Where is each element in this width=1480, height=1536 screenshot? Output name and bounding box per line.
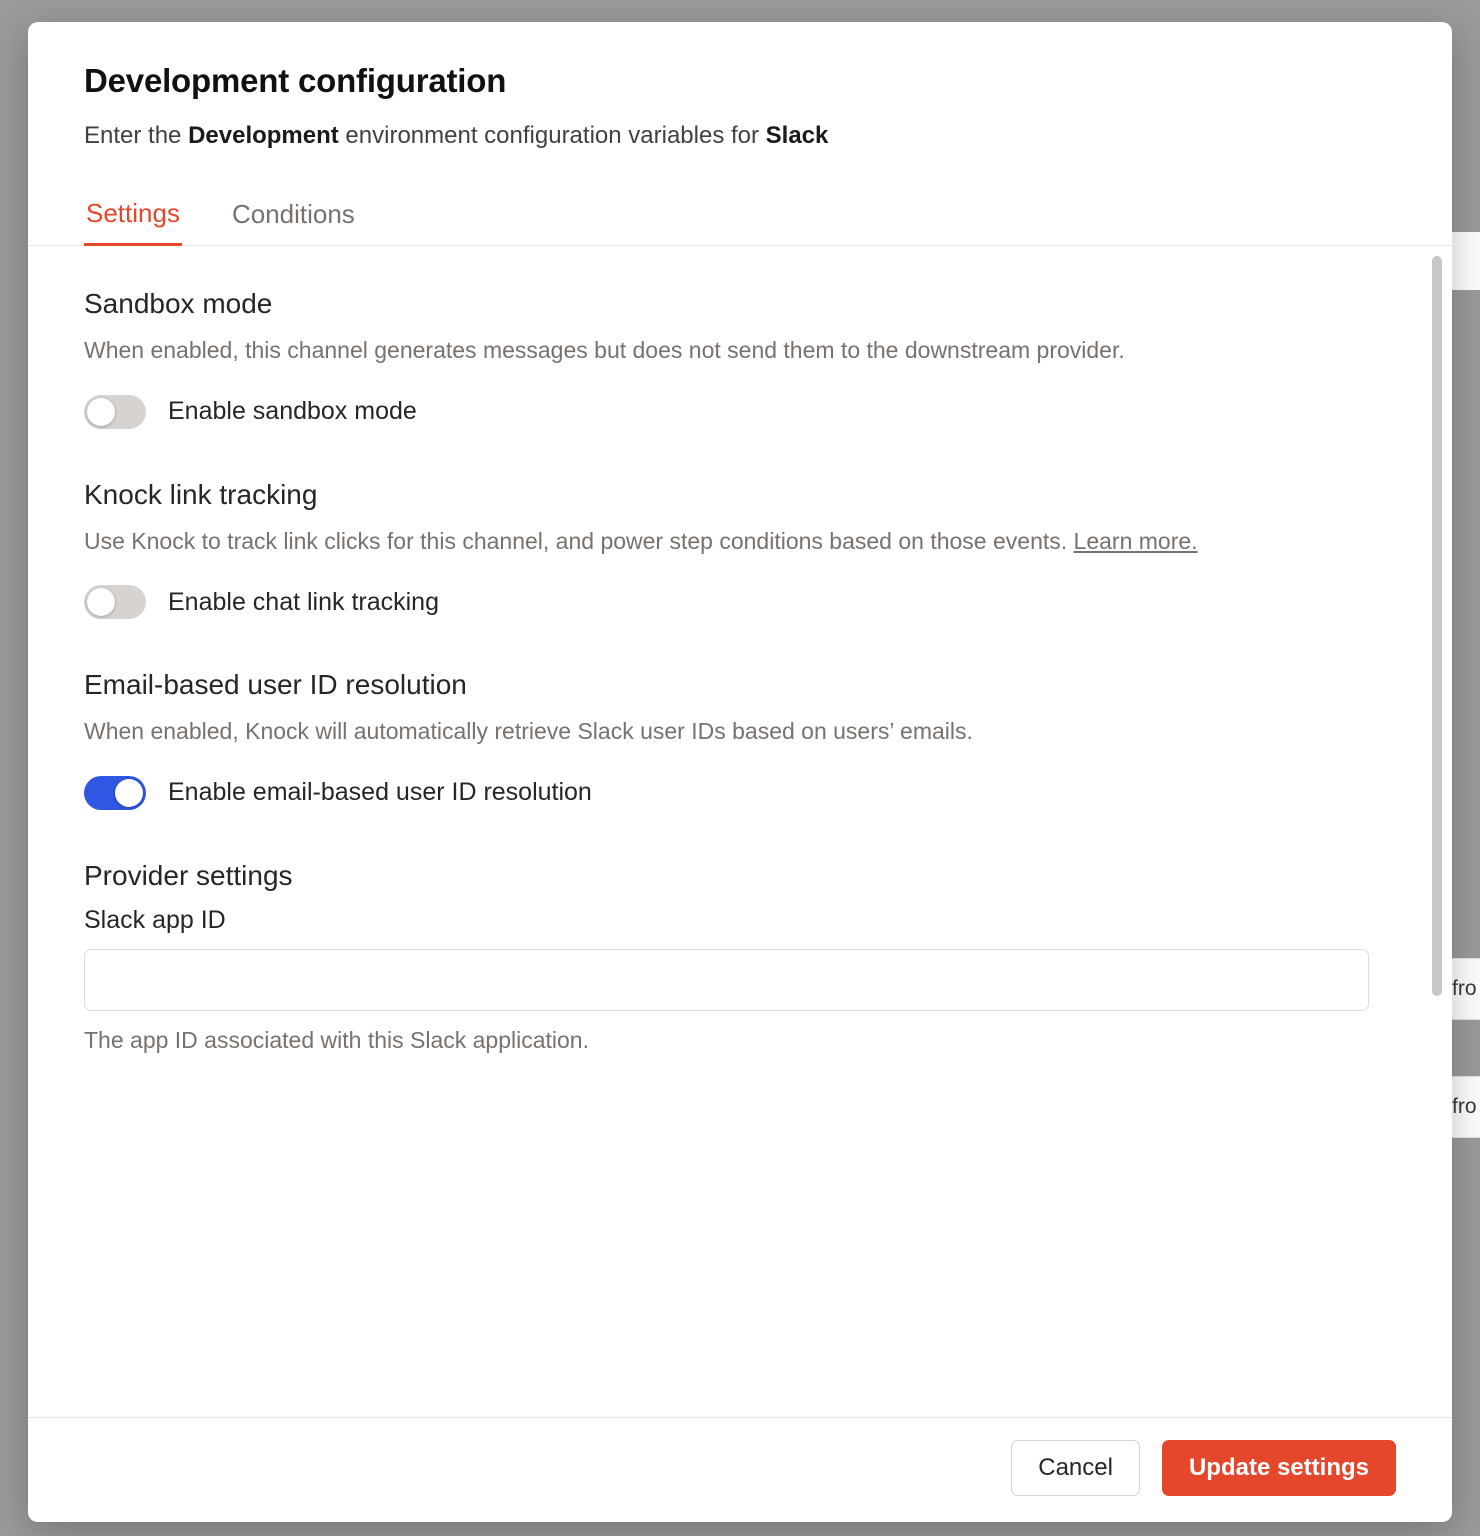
email-user-id-resolution-title: Email-based user ID resolution (84, 669, 467, 701)
slack-app-id-help-text: The app ID associated with this Slack application. (84, 1026, 589, 1053)
knock-link-tracking-title: Knock link tracking (84, 478, 318, 510)
provider-settings-title: Provider settings (84, 859, 293, 891)
section-email-based-user-id-resolution (84, 669, 1396, 810)
background-row-2-text: fro (1452, 977, 1477, 1000)
background-row-1 (1452, 232, 1480, 290)
email-user-id-resolution-toggle-row (84, 776, 1396, 810)
section-provider-settings (84, 860, 1396, 1054)
section-knock-link-tracking (84, 479, 1396, 620)
slack-app-id-label: Slack app ID (84, 905, 226, 934)
scrollbar-thumb[interactable] (1432, 256, 1442, 996)
toggle-knob-icon (87, 588, 115, 616)
modal-body (28, 246, 1452, 1417)
development-configuration-modal (28, 22, 1452, 1522)
toggle-knob-icon (87, 398, 115, 426)
section-sandbox-mode (84, 288, 1396, 429)
enable-email-based-user-id-resolution-toggle[interactable] (84, 776, 146, 810)
knock-link-tracking-description-text: Use Knock to track link clicks for this channel, and power step conditions based on those events. (84, 527, 1074, 554)
update-settings-button[interactable]: Update settings (1162, 1440, 1396, 1496)
modal-subtitle-middle: environment configuration variables for (338, 122, 766, 149)
sandbox-mode-title: Sandbox mode (84, 288, 273, 319)
modal-subtitle-environment: Development (188, 122, 339, 149)
modal-subtitle-prefix: Enter the (84, 122, 189, 149)
modal-footer (28, 1417, 1452, 1522)
enable-sandbox-mode-label: Enable sandbox mode (168, 397, 417, 426)
enable-email-based-user-id-resolution-label: Enable email-based user ID resolution (168, 778, 592, 807)
knock-link-tracking-description (84, 525, 1374, 558)
enable-sandbox-mode-toggle[interactable] (84, 395, 146, 429)
chat-link-tracking-toggle-row (84, 585, 1396, 619)
cancel-button[interactable]: Cancel (1011, 1440, 1140, 1496)
email-user-id-resolution-description: When enabled, Knock will automatically retrieve Slack user IDs based on users’ emails. (84, 718, 973, 745)
tab-settings[interactable]: Settings (84, 198, 182, 246)
modal-subtitle (84, 122, 1396, 150)
slack-app-id-input[interactable] (84, 949, 1369, 1011)
modal-header (28, 22, 1452, 150)
background-row-3-text: fro (1452, 1095, 1477, 1118)
learn-more-link[interactable]: Learn more. (1073, 527, 1198, 554)
tab-conditions[interactable]: Conditions (230, 198, 357, 245)
modal-subtitle-channel: Slack (765, 122, 829, 149)
page-title: Development configuration (84, 62, 507, 99)
modal-tabs (28, 198, 1452, 246)
sandbox-mode-toggle-row (84, 395, 1396, 429)
enable-chat-link-tracking-toggle[interactable] (84, 585, 146, 619)
enable-chat-link-tracking-label: Enable chat link tracking (168, 587, 439, 616)
toggle-knob-icon (115, 779, 143, 807)
sandbox-mode-description: When enabled, this channel generates messages but does not send them to the downstream provider. (84, 337, 1125, 363)
